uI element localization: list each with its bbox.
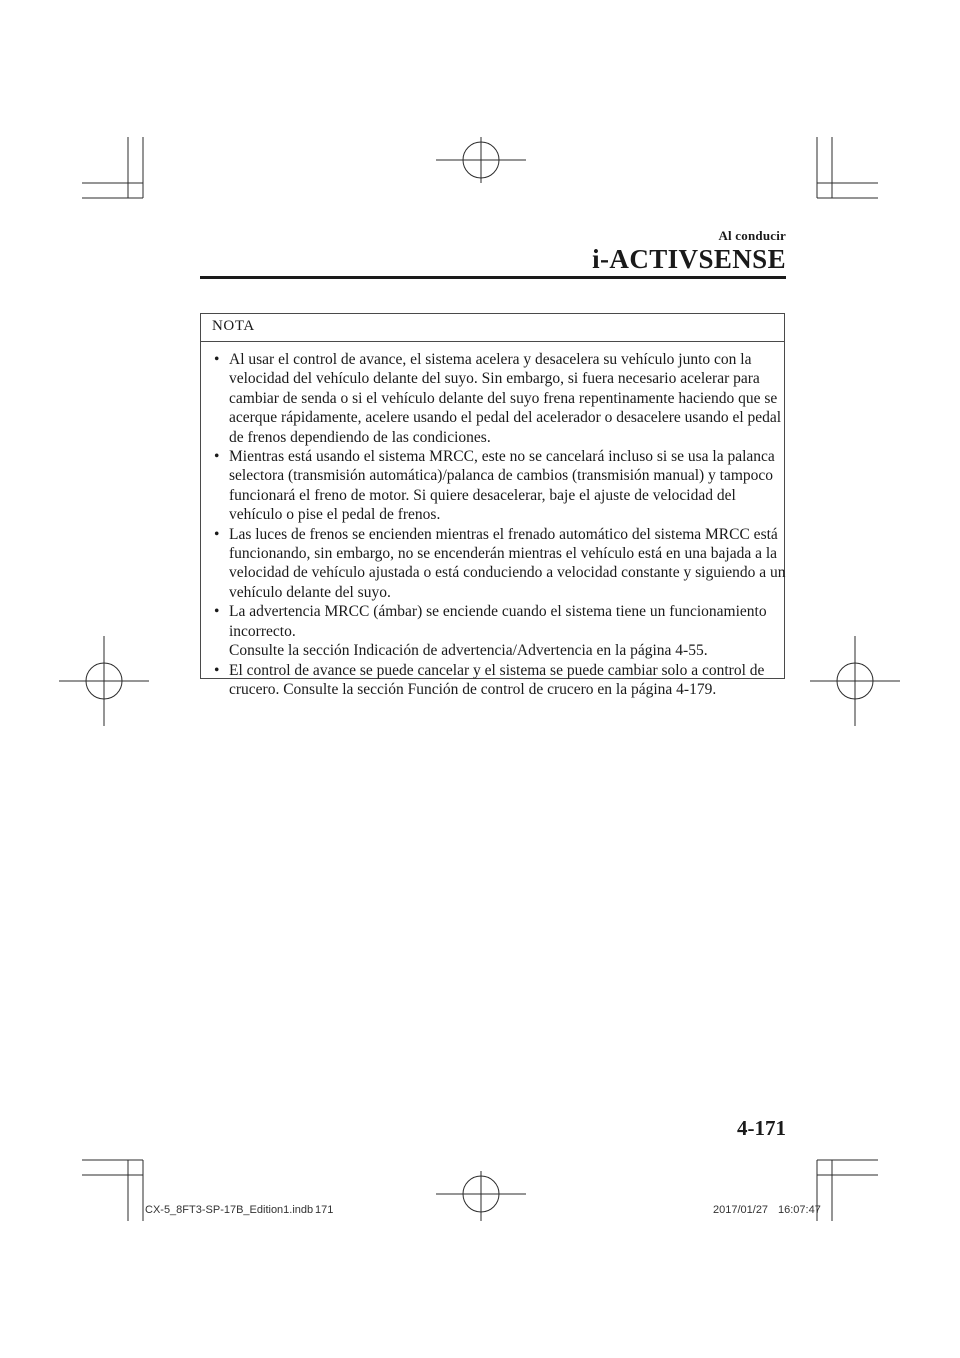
crop-mark-top-left xyxy=(82,137,143,198)
bullet-icon: • xyxy=(214,603,220,621)
note-title: NOTA xyxy=(212,318,255,334)
note-item-text: Las luces de frenos se encienden mientras el frenado automático del sistema MRCC está funcionando, sin embargo, no se encenderán mientras el vehículo está en una bajada a la velocidad de vehículo ajustada o está conduciendo a velocidad constante y siguiendo a un vehículo delante del suyo. xyxy=(229,525,786,601)
note-item-text: Al usar el control de avance, el sistema acelera y desacelera su vehículo junto con la velocidad del vehículo delante del suyo. Sin embargo, si fuera necesario acelerar para cambiar de senda o si el vehículo delante del suyo frena repentinamente haciendo que se acerque rápidamente, acelere usando el pedal del acelerador o desacelere usando el pedal de frenos dependiendo de las condiciones. xyxy=(229,351,782,446)
note-item xyxy=(212,525,786,603)
note-item xyxy=(212,602,786,660)
note-divider xyxy=(200,341,785,342)
note-item xyxy=(212,447,786,525)
print-date: 2017/01/27 xyxy=(713,1204,769,1216)
register-mark-bottom xyxy=(436,1171,526,1221)
note-item-text: La advertencia MRCC (ámbar) se enciende cuando el sistema tiene un funcionamiento incorrecto. xyxy=(229,603,767,640)
note-item-text: El control de avance se puede cancelar y el sistema se puede cambiar solo a control de crucero. Consulte la sección Función de control de crucero en la página 4-179. xyxy=(229,661,765,698)
note-item-text: Mientras está usando el sistema MRCC, este no se cancelará incluso si se usa la palanca selectora (transmisión automática)/palanca de cambios (transmisión manual) y tampoco funcionará el freno de motor. Si quiere desacelerar, baje el ajuste de velocidad del vehículo o pise el pedal de frenos. xyxy=(229,448,775,524)
note-item xyxy=(212,350,786,447)
crop-mark-bottom-right xyxy=(817,1160,878,1221)
print-file-page: 171 xyxy=(315,1204,334,1216)
note-item-reference: Consulte la sección Indicación de advertencia/Advertencia en la página 4-55. xyxy=(229,642,708,660)
bullet-icon: • xyxy=(214,351,220,368)
register-mark-left xyxy=(59,636,149,726)
chapter-title: i-ACTIVSENSE xyxy=(592,244,786,274)
bullet-icon: • xyxy=(214,525,220,543)
print-time: 16:07:47 xyxy=(778,1204,821,1216)
section-title: Al conducir xyxy=(718,228,786,243)
crop-mark-bottom-left xyxy=(82,1160,143,1221)
crop-mark-top-right xyxy=(817,137,878,198)
bullet-icon: • xyxy=(214,661,220,679)
header-rule xyxy=(200,276,786,279)
register-mark-right xyxy=(810,636,900,726)
note-list xyxy=(212,350,786,699)
print-file-name: CX-5_8FT3-SP-17B_Edition1.indb xyxy=(145,1204,314,1216)
note-item xyxy=(212,661,786,700)
page-number: 4-171 xyxy=(737,1116,786,1140)
bullet-icon: • xyxy=(214,448,220,466)
register-mark-top xyxy=(436,137,526,183)
